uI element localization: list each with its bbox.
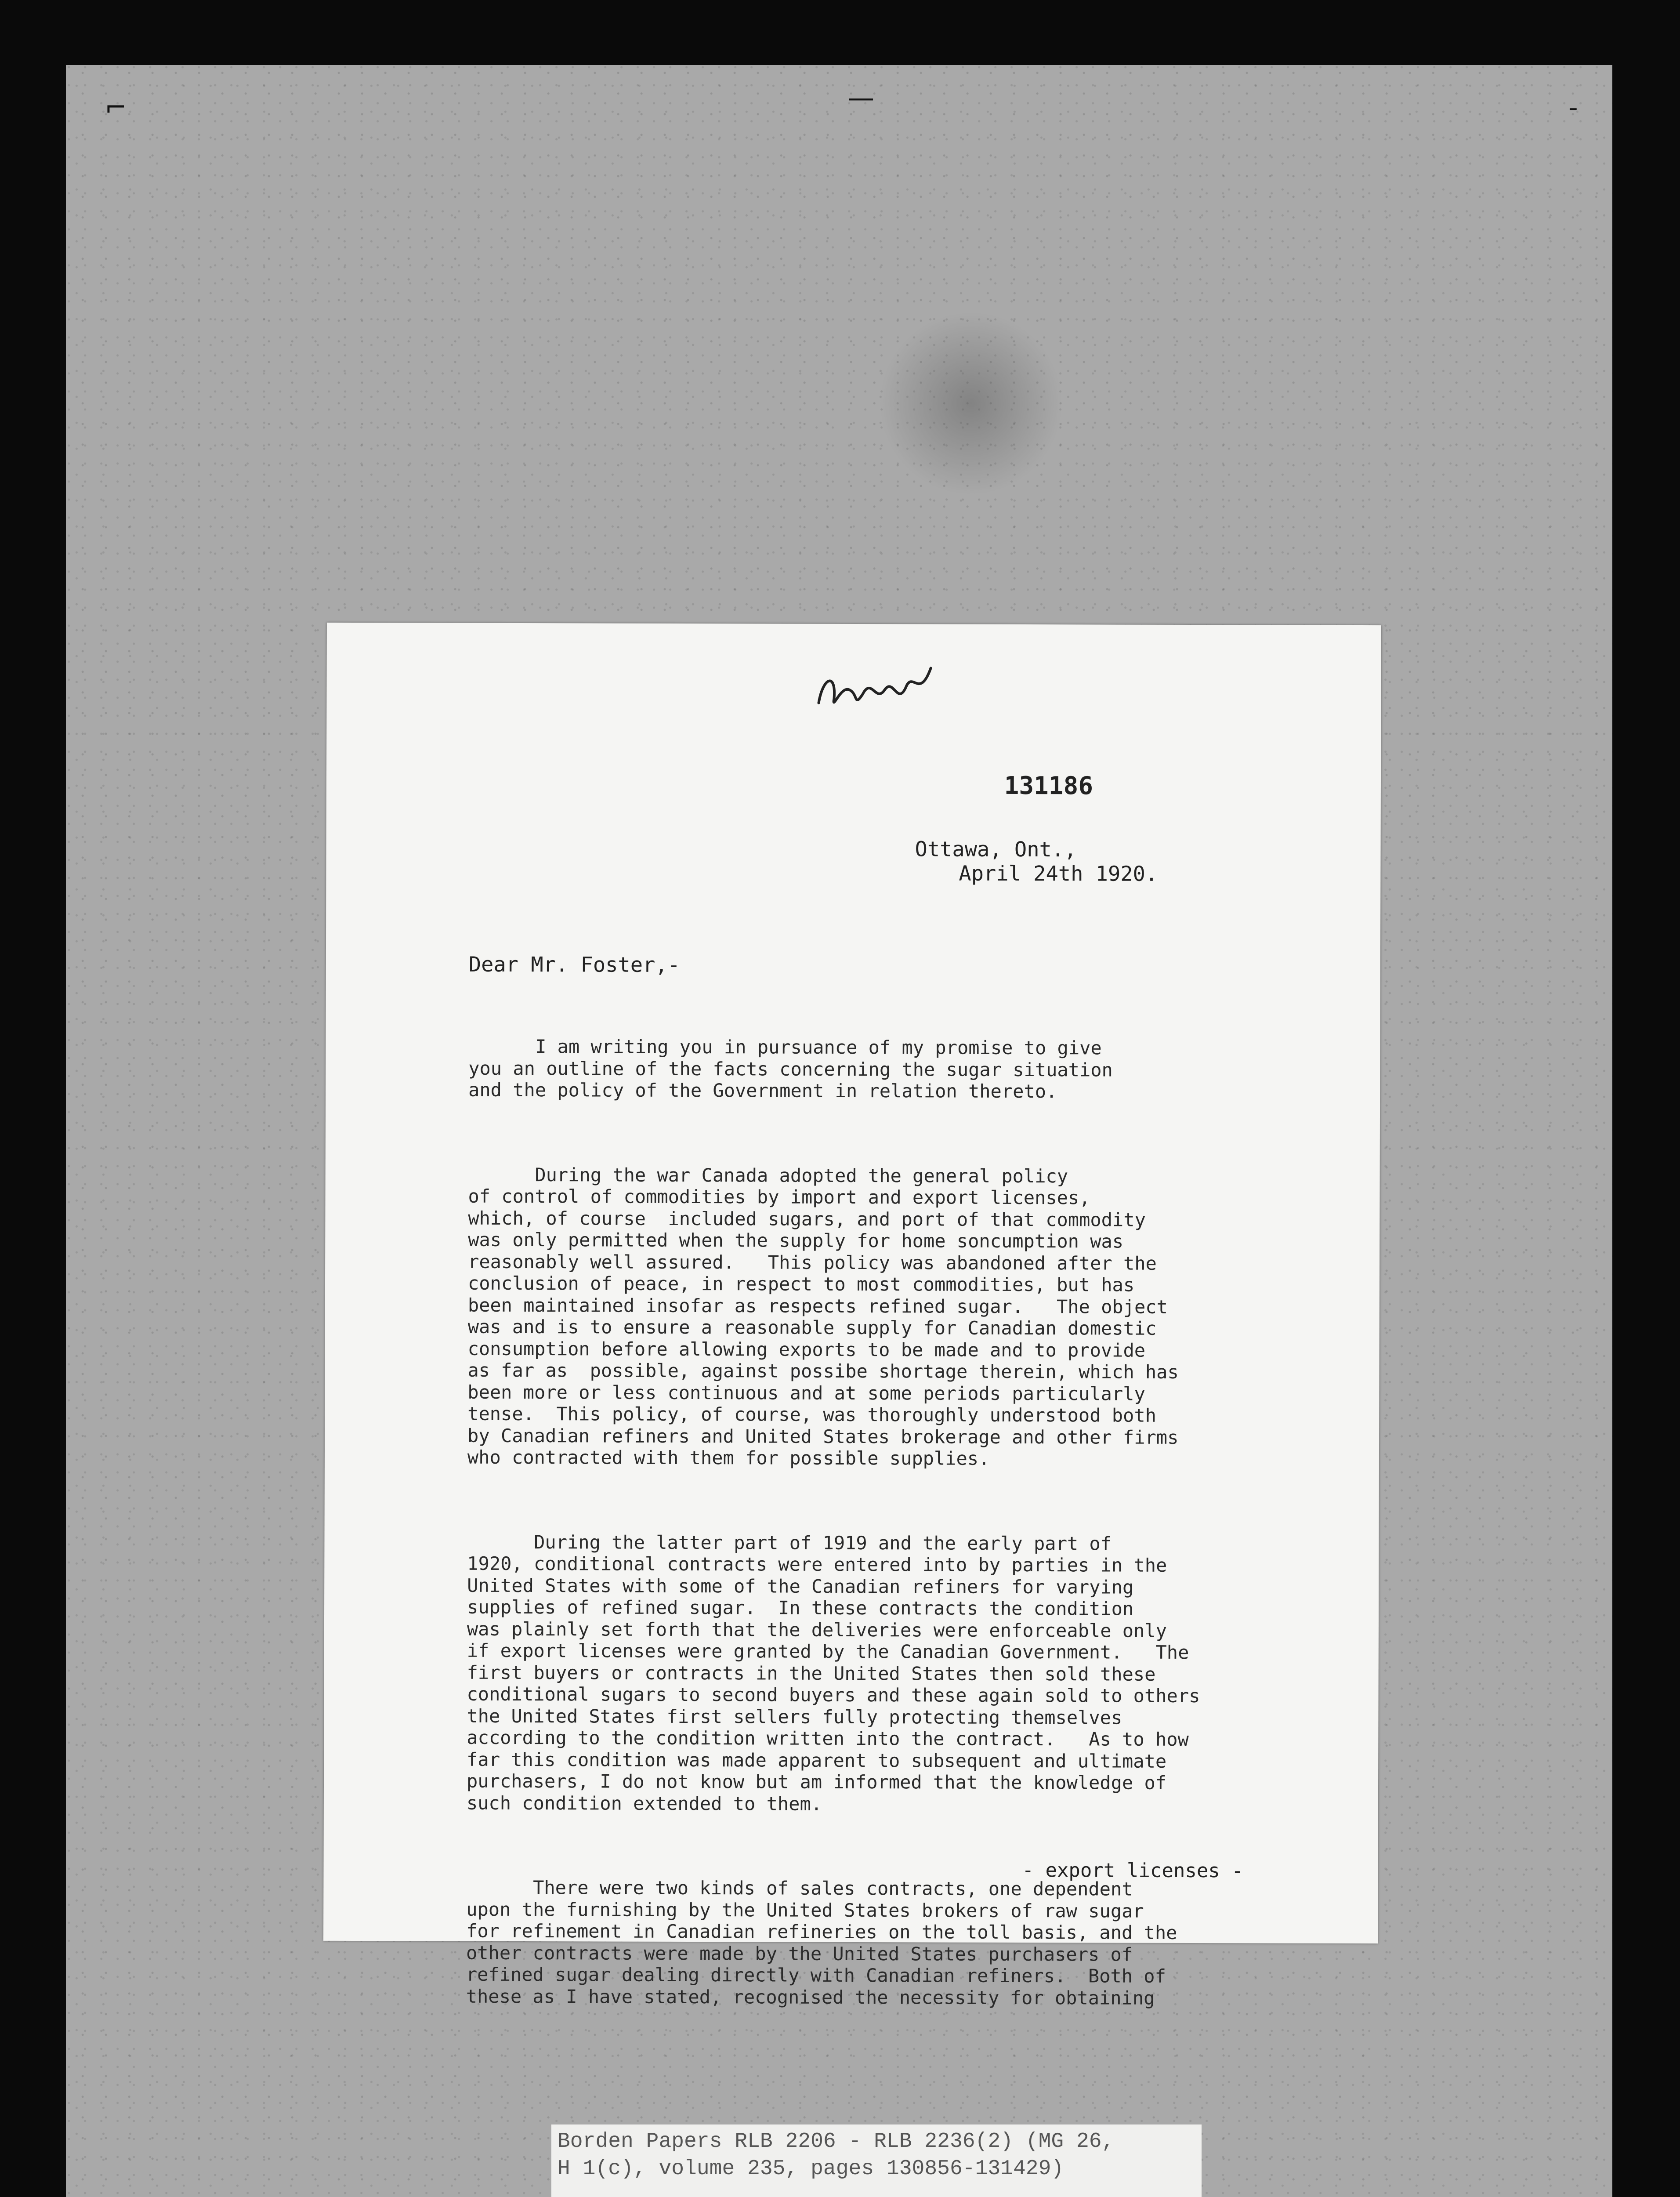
smudge bbox=[879, 311, 1063, 496]
frame-top-mark: — bbox=[848, 83, 874, 113]
reference-line-1: Borden Papers RLB 2206 - RLB 2236(2) (MG 26, bbox=[558, 2130, 1115, 2153]
letter-place: Ottawa, Ont., bbox=[915, 837, 1077, 862]
reference-label bbox=[551, 2124, 1202, 2197]
paragraph: I am writing you in pursuance of my promise to give you an outline of the facts concerning the sugar situation and the policy of the Government in relation thereto. bbox=[468, 1035, 1113, 1102]
paragraph: During the war Canada adopted the general policy of control of commodities by import and export licenses, which, of course included sugars, and port of that commodity was only permitted when the supply for home soncumption was reasonably well assured. This policy was abandoned after the conclusion of peace, in respect to most commodities, but has been maintained insofar as respects refined sugar. The object was and is to ensure a reasonable supply for Canadian domestic consumption before allowing exports to be made and to provide as far as possible, against possibe shortage therein, which has been more or less continuous and at some periods particularly tense. This policy, of course, was thoroughly understood both by Canadian refiners and United States brokerage and other firms who contracted with them for possible supplies. bbox=[467, 1164, 1179, 1469]
letter-salutation: Dear Mr. Foster,- bbox=[468, 952, 681, 977]
continuation-note: - export licenses - bbox=[1022, 1859, 1243, 1882]
paragraph: During the latter part of 1919 and the early part of 1920, conditional contracts were entered into by parties in the United States with some of the Canadian refiners for varying supplies of refined sugar. In these contracts the condition was plainly set forth that the deliveries were enforceable only if export licenses were granted by the Canadian Government. The first buyers or contracts in the United States then sold these conditional sugars to second buyers and these again sold to others the United States first sellers fully protecting themselves according to the condition written into the contract. As to how far this condition was made apparent to subsequent and ultimate purchasers, I do not know but am informed that the knowledge of such condition extended to them. bbox=[466, 1531, 1200, 1815]
frame-right-mark: - bbox=[1568, 92, 1578, 123]
reference-line-2: H 1(c), volume 235, pages 130856-131429) bbox=[558, 2157, 1064, 2181]
handwritten-mark bbox=[810, 659, 941, 721]
letter-page bbox=[323, 623, 1381, 2009]
paragraph: There were two kinds of sales contracts, one dependent upon the furnishing by the United States brokers of raw sugar for refinement in Canadian refineries on the toll basis, and the other contracts were made by the United States purchasers of refined sugar dealing directly with Canadian refiners. Both of these as I have stated, recognised the necessity for obtaining bbox=[466, 1876, 1177, 2009]
letter-date: April 24th 1920. bbox=[959, 861, 1158, 886]
letter-body bbox=[466, 992, 1356, 2072]
frame-corner-mark: ⌐ bbox=[105, 92, 127, 123]
document-number: 131186 bbox=[1004, 771, 1093, 801]
